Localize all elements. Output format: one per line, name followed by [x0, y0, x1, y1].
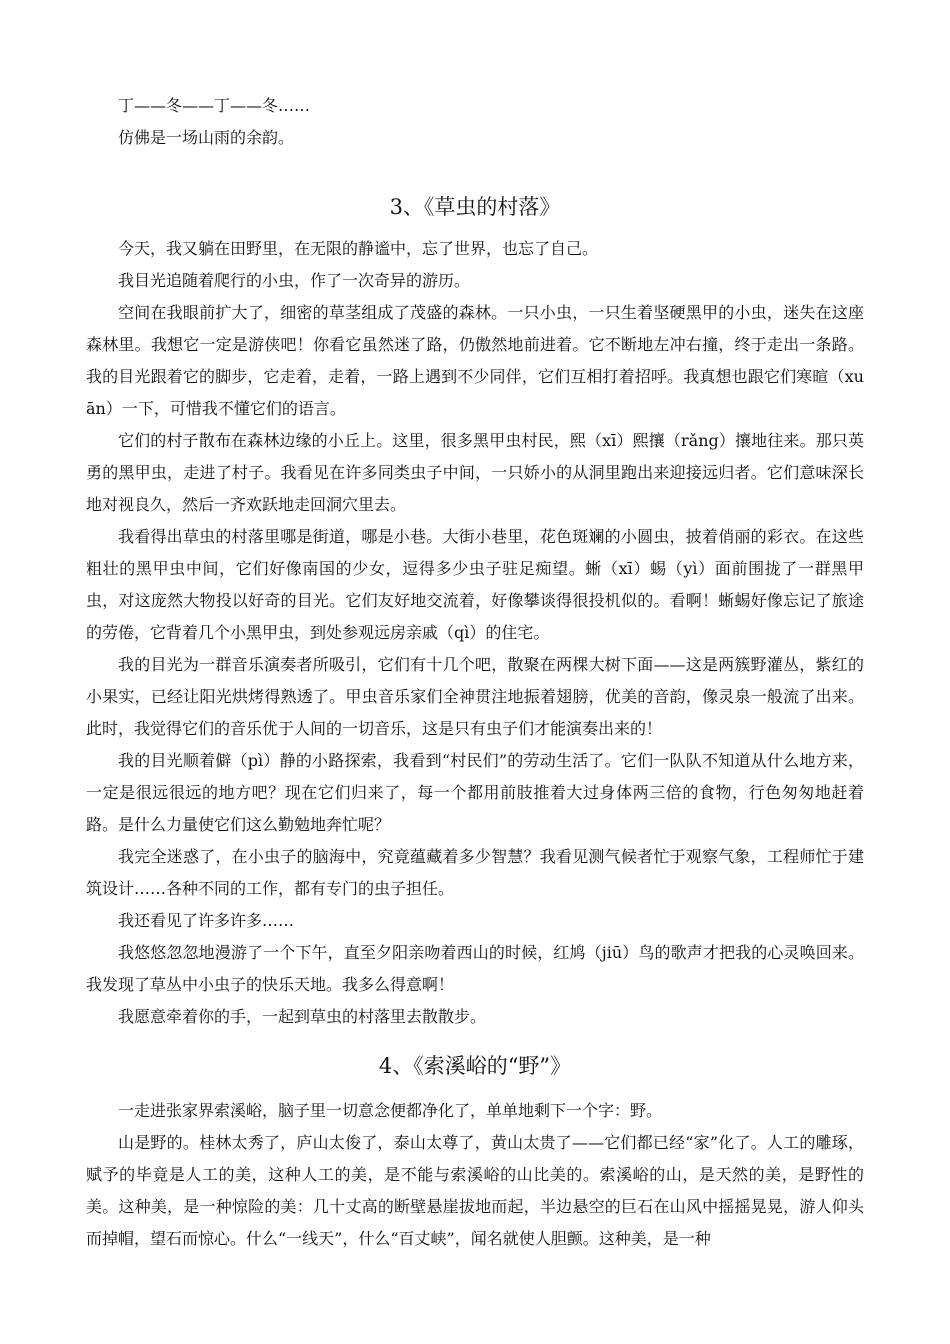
section-4-title: 4、《索溪峪的“野”》: [378, 1054, 572, 1078]
section-4-paragraph: 山是野的。桂林太秀了，庐山太俊了，泰山太尊了，黄山太贵了——它们都已经“家”化了。人工的雕琢，赋予的毕竟是人工的美，这种人工的美，是不能与索溪峪的山比美的。索溪峪的山，是天然的美，是野性的美。这种美，是一种惊险的美：几十丈高的断壁悬崖拔地而起，半边悬空的巨石在山风中摇摇晃晃，游人仰头而掉帽，望石而惊心。什么“一线天”，什么“百丈峡”，闻名就使人胆颤。这种美，是一种: [86, 1133, 864, 1248]
section-3-paragraph: 今天，我又躺在田野里，在无限的静谧中，忘了世界，也忘了自己。: [118, 239, 599, 258]
section-3-paragraph: 我目光追随着爬行的小虫，作了一次奇异的游历。: [118, 271, 471, 290]
section-3-paragraph: 它们的村子散布在森林边缘的小丘上。这里，很多黑甲虫村民，熙（xī）熙攘（rǎng）攘地往来。那只英勇的黑甲虫，走进了村子。我看见在许多同类虫子中间，一只娇小的从洞里跑出来迎接远归者。它们意味深长地对视良久，然后一齐欢跃地走回洞穴里去。: [86, 431, 864, 514]
section-3-paragraph: 我的目光为一群音乐演奏者所吸引，它们有十几个吧，散聚在两棵大树下面——这是两簇野灌丛，紫红的小果实，已经让阳光烘烤得熟透了。甲虫音乐家们全神贯注地振着翅膀，优美的音韵，像灵泉一般流了出来。此时，我觉得它们的音乐优于人间的一切音乐，这是只有虫子们才能演奏出来的！: [86, 655, 864, 738]
section-4-body: [86, 1095, 864, 1255]
section-3-paragraph: 我还看见了许多许多……: [118, 911, 295, 930]
intro-line-2: 仿佛是一场山雨的余韵。: [118, 128, 295, 147]
section-3-body: [86, 233, 864, 1033]
section-3-title: 3、《草虫的村落》: [389, 195, 561, 219]
section-3-paragraph: 我愿意牵着你的手，一起到草虫的村落里去散散步。: [118, 1007, 487, 1026]
intro-block: [86, 90, 864, 154]
section-3-paragraph: 我悠悠忽忽地漫游了一个下午，直至夕阳亲吻着西山的时候，红鸠（jiū）鸟的歌声才把我的心灵唤回来。我发现了草丛中小虫子的快乐天地。我多么得意啊！: [86, 943, 864, 994]
section-3-paragraph: 我的目光顺着僻（pì）静的小路探索，我看到“村民们”的劳动生活了。它们一队队不知道从什么地方来，一定是很远很远的地方吧？现在它们归来了，每一个都用前肢推着大过身体两三倍的食物，行色匆匆地赶着路。是什么力量使它们这么勤勉地奔忙呢？: [86, 751, 864, 834]
section-4-paragraph: 一走进张家界索溪峪，脑子里一切意念便都净化了，单单地剩下一个字：野。: [118, 1101, 663, 1120]
section-3-paragraph: 我完全迷惑了，在小虫子的脑海中，究竟蕴藏着多少智慧？我看见测气候者忙于观察气象，工程师忙于建筑设计……各种不同的工作，都有专门的虫子担任。: [86, 847, 864, 898]
section-3-paragraph: 空间在我眼前扩大了，细密的草茎组成了茂盛的森林。一只小虫，一只生着坚硬黑甲的小虫，迷失在这座森林里。我想它一定是游侠吧！你看它虽然迷了路，仍傲然地前进着。它不断地左冲右撞，终于走出一条路。我的目光跟着它的脚步，它走着，走着，一路上遇到不少同伴，它们互相打着招呼。我真想也跟它们寒暄（xuān）一下，可惜我不懂它们的语言。: [86, 303, 864, 418]
intro-line-1: 丁——冬——丁——冬……: [118, 96, 311, 115]
section-3-paragraph: 我看得出草虫的村落里哪是街道，哪是小巷。大街小巷里，花色斑斓的小圆虫，披着俏丽的彩衣。在这些粗壮的黑甲虫中间，它们好像南国的少女，逗得多少虫子驻足痴望。蜥（xī）蜴（yì）面前围拢了一群黑甲虫，对这庞然大物投以好奇的目光。它们友好地交流着，好像攀谈得很投机似的。看啊！蜥蜴好像忘记了旅途的劳倦，它背着几个小黑甲虫，到处参观远房亲戚（qì）的住宅。: [86, 527, 864, 642]
